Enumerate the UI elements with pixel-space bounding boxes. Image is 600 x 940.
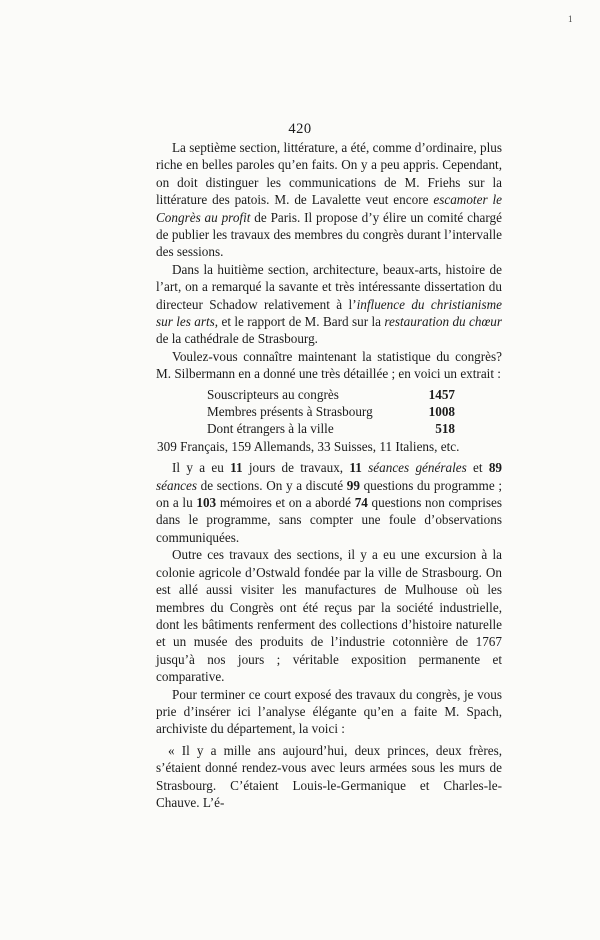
statistics-summary: 309 Français, 159 Allemands, 33 Suisses, 11 Italiens, etc. [157, 438, 460, 454]
paragraph-work-counts: Il y a eu 11 jours de travaux, 11 séances générales et 89 séances de sections. On y a discuté 99 questions du programme ; on a lu 103 mémoires et on a abordé 74 questions non comprises dans le programme, sans compter une foule d’observations communiquées. [156, 460, 503, 545]
body-text [156, 139, 502, 811]
paragraph-statistics-intro: Voulez-vous connaître maintenant la statistique du congrès? M. Silbermann en a donné une très détaillée ; en voici un extrait : [156, 348, 502, 382]
statistics-table [156, 386, 502, 438]
paragraph-seventh-section: La septième section, littérature, a été, comme d’ordinaire, plus riche en belles paroles qu’en faits. On y a peu appris. Cependant, on doit distinguer les communications de M. Friehs sur la littérature des patois. M. de Lavalette veut encore escamoter le Congrès au profit de Paris. Il propose d’y élire un comité chargé de publier les travaux des membres du congrès durant l’intervalle des sessions. [156, 140, 503, 260]
paragraph-analysis-intro: Pour terminer ce court exposé des travaux du congrès, je vous prie d’insérer ici l’analyse élégante qu’en a faite M. Spach, archiviste du département, la voici : [156, 686, 502, 737]
paragraph-excursions: Outre ces travaux des sections, il y a eu une excursion à la colonie agricole d’Ostwald fondée par la ville de Strasbourg. On est allé aussi visiter les manufactures de Mulhouse où les membres du Congrès ont été reçus par la société industrielle, dont les bâtiments renferment des collections d’histoire naturelle et un musée des produits de l’industrie cotonnière de 1767 jusqu’à nos jours ; véritable exposition permanente et comparative. [156, 547, 502, 685]
paragraph-eighth-section: Dans la huitième section, architecture, beaux-arts, histoire de l’art, on a remarqué la savante et très intéressante dissertation du directeur Schadow relativement à l’influence du christianisme sur les arts, et le rapport de M. Bard sur la restauration du chœur de la cathédrale de Strasbourg. [156, 261, 502, 347]
page-number: 420 [288, 121, 312, 137]
margin-mark: 1 [568, 14, 573, 24]
paragraph-quote: « Il y a mille ans aujourd’hui, deux princes, deux frères, s’étaient donné rendez-vous avec leurs armées sous les murs de Strasbourg. C’étaient Louis-le-Germanique et Charles-le-Chauve. L’é- [156, 742, 502, 810]
stat-row: Souscripteurs au congrès 1457 [207, 386, 455, 402]
stat-row: Dont étrangers à la ville 518 [207, 421, 455, 437]
stat-row: Membres présents à Strasbourg 1008 [207, 404, 455, 420]
